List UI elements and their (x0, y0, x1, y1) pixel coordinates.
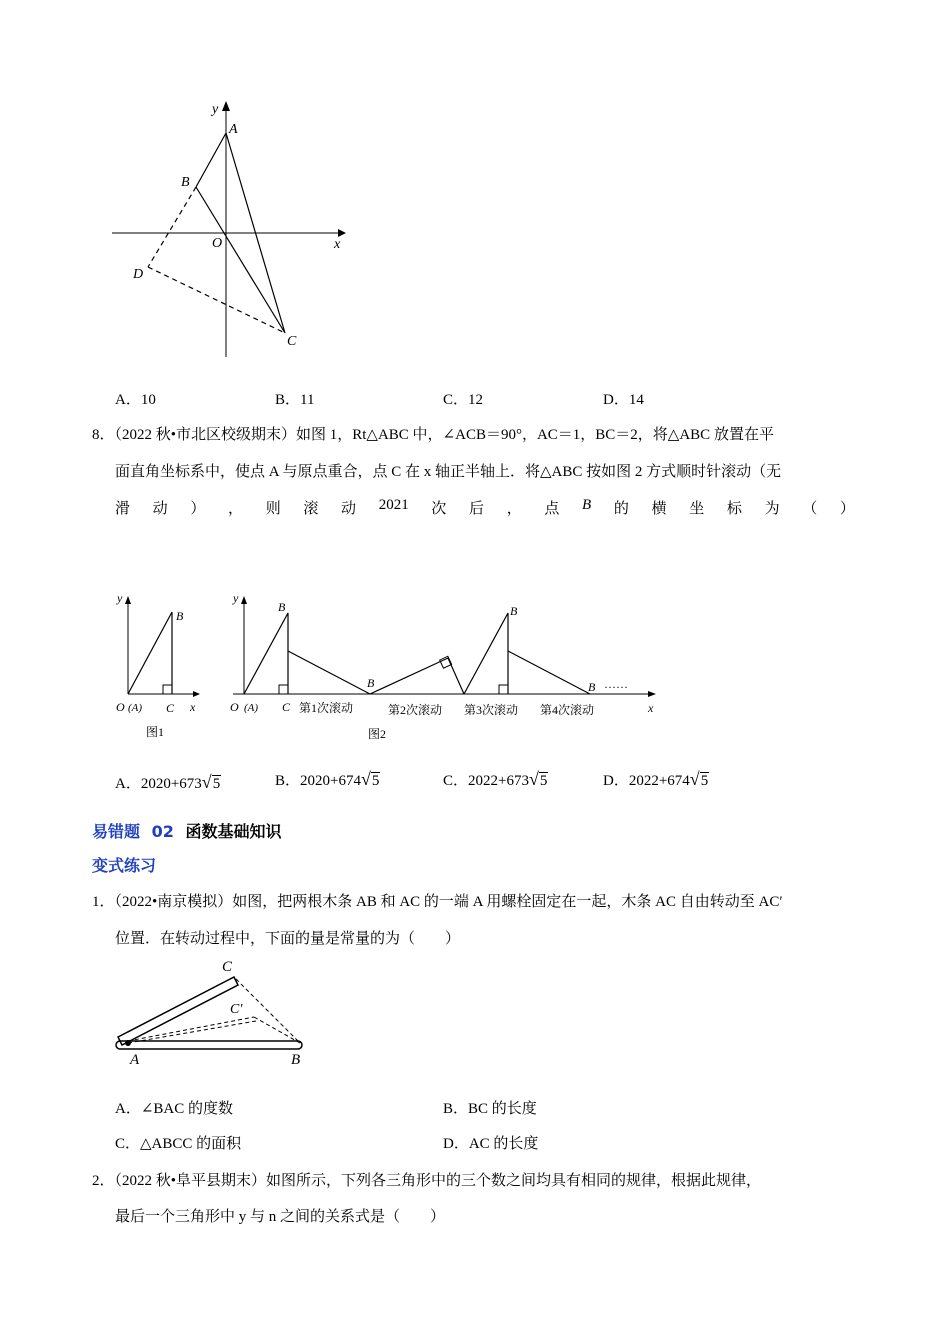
q8-option-c-text: C．2022+673 (443, 773, 529, 789)
f1-O: O (116, 700, 125, 714)
label-D: D (133, 267, 144, 282)
section-label: 易错题 (92, 822, 141, 841)
q1-line-1: 1．（2022•南京模拟）如图，把两根木条 AB 和 AC 的一端 A 用螺栓固定在一起，木条 AC 自由转动至 AC′ (92, 894, 783, 910)
label-C: C (287, 334, 297, 349)
q8-l3-w10: ， (506, 501, 522, 517)
q8-line-2: 面直角坐标系中，使点 A 与原点重合，点 C 在 x 轴正半轴上．将△ABC 按如图 2 方式顺时针滚动（无 (115, 464, 782, 480)
q2-line-2: 最后一个三角形中 y 与 n 之间的关系式是（ ） (115, 1209, 446, 1225)
f1-C: C (166, 701, 175, 715)
f2-B2: B (367, 676, 375, 690)
sticks-figure (108, 955, 318, 1070)
q8-option-c[interactable] (443, 769, 548, 790)
q8-l3-w19: ） (839, 501, 855, 517)
section-title: 函数基础知识 (185, 822, 282, 841)
q1-option-c[interactable]: C．△ABCC 的面积 (115, 1136, 242, 1152)
section-num: 02 (151, 822, 174, 841)
q8-l3-w8: 次 (431, 501, 447, 517)
coordinate-figure (100, 95, 360, 370)
q8-l3-w16: 标 (726, 501, 742, 517)
f2-B4: B (588, 680, 596, 694)
f2-O: O (230, 700, 239, 714)
f2-B3: B (510, 604, 518, 618)
sqrt-5: √5 (360, 769, 380, 789)
q8-option-d[interactable] (603, 769, 709, 790)
q7-option-a[interactable]: A．10 (115, 392, 156, 408)
q1-option-d[interactable]: D．AC 的长度 (443, 1136, 539, 1152)
label-C-prime: C′ (230, 1002, 243, 1017)
q8-l3-w13: 的 (613, 501, 629, 517)
q7-option-c[interactable]: C．12 (443, 392, 484, 408)
sqrt-5: √5 (689, 769, 709, 789)
rolling-triangle-figure (108, 588, 668, 743)
q8-option-b[interactable] (275, 769, 380, 790)
label-y: y (212, 102, 219, 117)
label-B: B (181, 175, 190, 190)
q8-l3-w5: 滚 (303, 501, 319, 517)
q8-l3-w17: 为 (764, 501, 780, 517)
q8-option-a[interactable] (115, 772, 221, 793)
q8-l3-w1: 动 (152, 501, 168, 517)
q8-l3-w18: （ (802, 501, 818, 517)
q8-l3-w6: 动 (341, 501, 357, 517)
f2-dots: …… (604, 677, 628, 691)
q8-l3-w7: 2021 (378, 497, 409, 513)
q8-l3-w4: 则 (265, 501, 281, 517)
q1-option-b[interactable]: B．BC 的长度 (443, 1101, 537, 1117)
f2-y: y (233, 591, 239, 605)
section-heading (92, 819, 281, 842)
q8-option-b-text: B．2020+674 (275, 773, 361, 789)
f2-C: C (282, 700, 291, 714)
q1-option-a[interactable]: A．∠BAC 的度数 (115, 1101, 233, 1117)
label-A: A (130, 1052, 140, 1068)
q8-l3-w2: ） (190, 501, 206, 517)
label-x: x (334, 237, 341, 252)
q8-l3-w3: ， (228, 501, 244, 517)
q1-line-2: 位置．在转动过程中，下面的量是常量的为（ ） (115, 931, 461, 947)
q8-option-d-text: D．2022+674 (603, 773, 690, 789)
f1-A: (A) (128, 702, 143, 714)
f2-x: x (648, 701, 654, 715)
q8-l3-w15: 坐 (689, 501, 705, 517)
label-A: A (229, 122, 238, 137)
sqrt-5: √5 (201, 772, 221, 792)
f2-A: (A) (244, 702, 259, 714)
q8-l3-w0: 滑 (115, 501, 131, 517)
q8-l3-w12: B (582, 497, 592, 513)
f2-B1: B (278, 600, 286, 614)
f2-caption: 图2 (368, 727, 387, 741)
f2-roll2: 第2次滚动 (388, 703, 443, 717)
q8-line-3 (115, 497, 855, 518)
f1-B: B (176, 609, 184, 623)
q2-line-1: 2．（2022 秋•阜平县期末）如图所示，下列各三角形中的三个数之间均具有相同的规律，根据此规律， (92, 1173, 762, 1189)
label-O: O (212, 236, 223, 251)
f1-caption: 图1 (146, 725, 165, 739)
label-B: B (291, 1052, 301, 1068)
f2-roll1: 第1次滚动 (299, 701, 354, 715)
f2-roll3: 第3次滚动 (464, 703, 519, 717)
q8-line-1: 8．（2022 秋•市北区校级期末）如图 1，Rt△ABC 中，∠ACB＝90°，AC＝1，BC＝2，将△ABC 放置在平 (92, 427, 774, 443)
q8-l3-w14: 横 (651, 501, 667, 517)
f2-roll4: 第4次滚动 (540, 703, 595, 717)
subsection-heading: 变式练习 (92, 856, 157, 875)
q7-option-b[interactable]: B．11 (275, 392, 315, 408)
q7-option-d[interactable]: D．14 (603, 392, 644, 408)
f1-x: x (190, 700, 196, 714)
q8-l3-w11: 点 (544, 501, 560, 517)
q8-l3-w9: 后 (469, 501, 485, 517)
label-C: C (222, 959, 233, 975)
f1-y: y (117, 591, 123, 605)
sqrt-5: √5 (528, 769, 548, 789)
q8-option-a-text: A．2020+673 (115, 776, 202, 792)
